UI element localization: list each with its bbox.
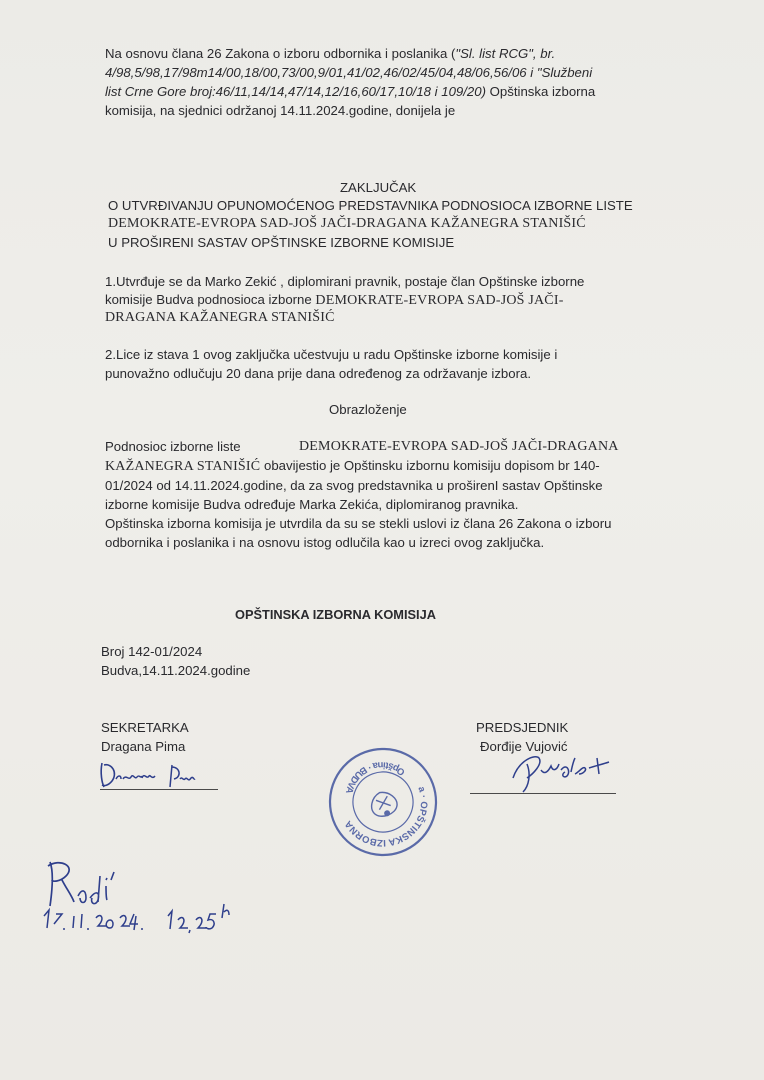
reasoning-line-3: 01/2024 od 14.11.2024.godine, da za svog predstavnika u proširenI sastav Opštinske	[105, 478, 603, 493]
intro-line-4: komisija, na sjednici održanoj 14.11.2024.godine, donijela je	[105, 103, 456, 118]
secretary-title: SEKRETARKA	[101, 720, 189, 735]
reasoning-line-5: Opštinska izborna komisija je utvrdila da su se stekli uslovi iz člana 26 Zakona o izboru	[105, 516, 612, 531]
authority-name: OPŠTINSKA IZBORNA KOMISIJA	[235, 607, 436, 622]
reasoning-line-6: odbornika i poslanika i na osnovu istog odlučila kao u izreci ovog zaključka.	[105, 535, 545, 550]
reasoning-line-2: KAŽANEGRA STANIŠIĆ obavijestio je Opštinsku izbornu komisiju dopisom br 140-	[105, 458, 600, 474]
svg-text:Opština · BUDVA: Opština · BUDVA	[342, 759, 408, 795]
reasoning-line-1: Podnosioc izborne liste DEMOKRATE-EVROPA SAD-JOŠ JAČI-DRAGANA	[105, 439, 619, 454]
president-signature	[505, 748, 630, 796]
president-title: PREDSJEDNIK	[476, 720, 569, 735]
intro-line-2: 4/98,5/98,17/98m14/00,18/00,73/00,9/01,41/02,46/02/45/04,48/06,56/06 i "Službeni	[105, 65, 593, 80]
official-stamp-seal	[327, 746, 439, 858]
secretary-name: Dragana Pima	[101, 739, 186, 754]
item2-line-1: 2.Lice iz stava 1 ovog zaključka učestvuju u radu Opštinske izborne komisije i	[105, 347, 558, 362]
document-heading: ZAKLJUČAK	[340, 180, 417, 195]
item1-line-1: 1.Utvrđuje se da Marko Zekić , diplomirani pravnik, postaje član Opštinske izborne	[105, 274, 585, 289]
reasoning-line-4: izborne komisije Budva određuje Marka Zekića, diplomiranog pravnika.	[105, 497, 519, 512]
intro-line-1: Na osnovu člana 26 Zakona o izboru odbornika i poslanika ("Sl. list RCG", br.	[105, 46, 556, 61]
reference-number: Broj 142-01/2024	[101, 644, 203, 659]
reference-place-date: Budva,14.11.2024.godine	[101, 663, 251, 678]
intro-line-3: list Crne Gore broj:46/11,14/14,47/14,12/16,60/17,10/18 i 109/20) Opštinska izborna	[105, 84, 596, 99]
item2-line-2: punovažno odlučuju 20 dana prije dana određenog za održavanje izbora.	[105, 366, 531, 381]
reasoning-heading: Obrazloženje	[329, 402, 407, 417]
item1-line-3: DRAGANA KAŽANEGRA STANIŠIĆ	[105, 310, 335, 325]
secretary-signature-line	[100, 789, 218, 790]
title-line-3: U PROŠIRENI SASTAV OPŠTINSKE IZBORNE KOMISIJE	[108, 235, 455, 250]
president-signature-line	[470, 793, 616, 794]
handwritten-receipt-note	[40, 852, 250, 942]
president-name: Đorđije Vujović	[480, 739, 568, 754]
svg-text:Crna Gora · OPŠTINSKA IZBORNA: Gora · OPŠTINSKA IZBORNA	[343, 785, 430, 849]
item1-line-2: komisije Budva podnosioca izborne DEMOKRATE-EVROPA SAD-JOŠ JAČI-	[105, 292, 564, 308]
title-line-2: DEMOKRATE-EVROPA SAD-JOŠ JAČI-DRAGANA KAŽANEGRA STANIŠIĆ	[108, 216, 586, 231]
title-line-1: O UTVRĐIVANJU OPUNOMOĆENOG PREDSTAVNIKA PODNOSIOCA IZBORNE LISTE	[108, 198, 633, 213]
